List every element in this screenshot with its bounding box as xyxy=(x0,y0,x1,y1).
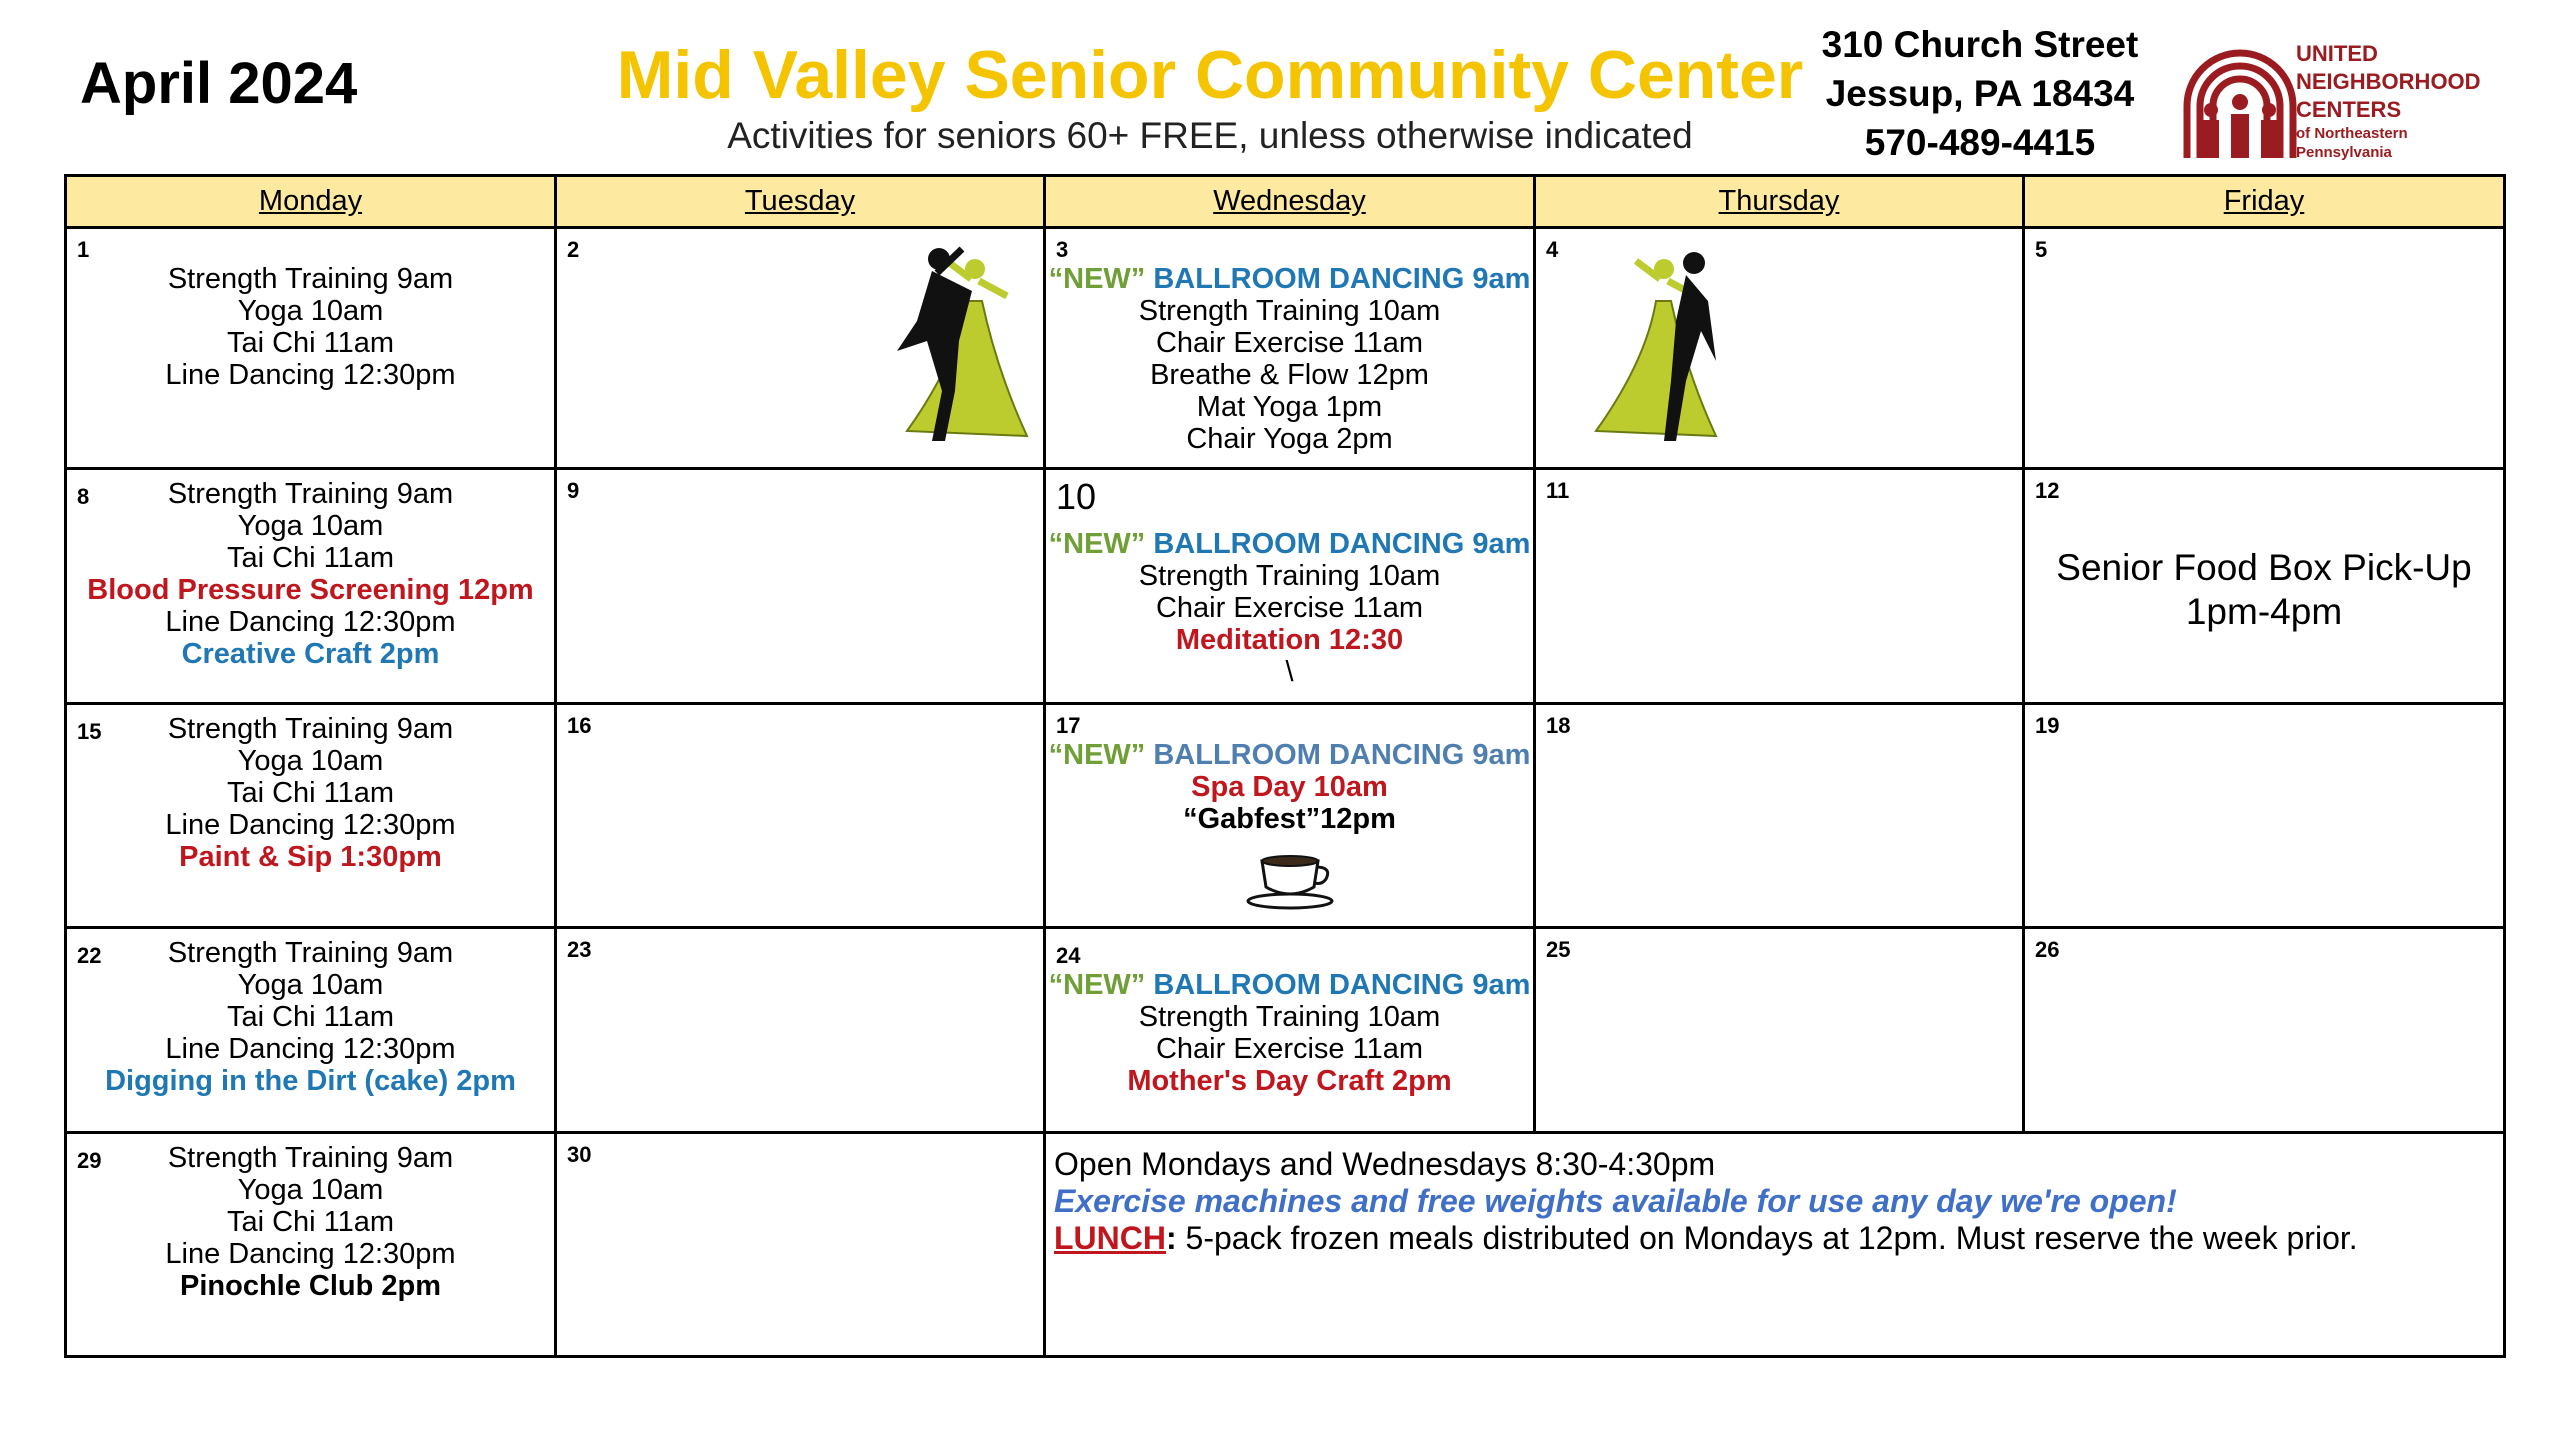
logo-line-centers: CENTERS xyxy=(2296,97,2402,122)
ballroom-dancers-icon xyxy=(1576,241,1726,451)
new-tag: “NEW” xyxy=(1048,263,1146,295)
day-number: 24 xyxy=(1056,943,1081,968)
logo-line-region2: Pennsylvania xyxy=(2296,144,2392,161)
food-box-time: 1pm-4pm xyxy=(2185,591,2343,632)
activity: Tai Chi 11am xyxy=(226,777,395,809)
day-number: 2 xyxy=(567,237,580,262)
coffee-cup-icon xyxy=(1244,849,1336,911)
day-number: 25 xyxy=(1546,937,1571,962)
day-number: 15 xyxy=(77,719,102,744)
day-number: 9 xyxy=(567,478,580,503)
day-number: 12 xyxy=(2035,478,2060,503)
activity-highlight: Digging in the Dirt (cake) 2pm xyxy=(105,1065,516,1097)
day-cell-16 xyxy=(557,705,1046,929)
day-cell-24 xyxy=(1046,929,1536,1134)
day-cell-9 xyxy=(557,470,1046,705)
activity: “Gabfest”12pm xyxy=(1183,803,1396,835)
day-number: 22 xyxy=(77,943,102,968)
activity-highlight: Mother's Day Craft 2pm xyxy=(1127,1065,1452,1097)
activity: Yoga 10am xyxy=(237,295,384,327)
day-cell-5 xyxy=(2025,229,2503,470)
new-tag: “NEW” xyxy=(1048,528,1146,560)
day-number: 5 xyxy=(2035,237,2048,262)
ballroom-label: BALLROOM DANCING 9am xyxy=(1153,739,1531,771)
activity: Strength Training 9am xyxy=(167,713,454,745)
activity: Mat Yoga 1pm xyxy=(1196,391,1383,423)
day-number: 4 xyxy=(1546,237,1559,262)
day-cell-11 xyxy=(1536,470,2025,705)
activity: Line Dancing 12:30pm xyxy=(165,606,456,638)
activity: Strength Training 10am xyxy=(1138,560,1441,592)
day-cell-17 xyxy=(1046,705,1536,929)
day-number: 1 xyxy=(77,237,90,262)
day-cell-3 xyxy=(1046,229,1536,470)
day-number: 10 xyxy=(1056,476,1097,517)
day-number: 18 xyxy=(1546,713,1571,738)
hours-text: Open Mondays and Wednesdays 8:30-4:30pm xyxy=(1054,1146,1716,1182)
logo-line-united: UNITED xyxy=(2296,41,2378,66)
day-cell-18 xyxy=(1536,705,2025,929)
day-cell-2 xyxy=(557,229,1046,470)
activity: Line Dancing 12:30pm xyxy=(165,1033,456,1065)
day-number: 11 xyxy=(1546,478,1570,503)
logo-text xyxy=(2296,40,2481,162)
activity: Tai Chi 11am xyxy=(226,327,395,359)
day-number: 29 xyxy=(77,1148,102,1173)
day-number: 23 xyxy=(567,937,592,962)
activity: Strength Training 10am xyxy=(1138,295,1441,327)
activity: Yoga 10am xyxy=(237,745,384,777)
header-friday-label: Friday xyxy=(2223,185,2305,217)
page-subtitle: Activities for seniors 60+ FREE, unless otherwise indicated xyxy=(727,115,1693,156)
address-block xyxy=(1800,20,2160,167)
activity: Strength Training 9am xyxy=(167,1142,454,1174)
ballroom-dancing-new xyxy=(1046,263,1533,295)
activity: Chair Exercise 11am xyxy=(1155,592,1423,624)
header-thursday xyxy=(1536,177,2025,229)
activity-highlight: Paint & Sip 1:30pm xyxy=(179,841,442,873)
activity: Chair Exercise 11am xyxy=(1155,327,1423,359)
activity-highlight: Creative Craft 2pm xyxy=(181,638,440,670)
header-wednesday-label: Wednesday xyxy=(1213,185,1366,217)
activity: Chair Exercise 11am xyxy=(1155,1033,1423,1065)
day-cell-22 xyxy=(67,929,557,1134)
day-cell-4 xyxy=(1536,229,2025,470)
day-cell-1 xyxy=(67,229,557,470)
activity: Strength Training 9am xyxy=(167,263,454,295)
ballroom-label: BALLROOM DANCING 9am xyxy=(1153,263,1531,295)
day-number: 8 xyxy=(77,484,90,509)
activity: Line Dancing 12:30pm xyxy=(165,359,456,391)
lunch-colon: : xyxy=(1165,1220,1177,1256)
activity: Yoga 10am xyxy=(237,1174,384,1206)
new-tag: “NEW” xyxy=(1048,739,1146,771)
activity: \ xyxy=(1285,656,1294,688)
activity: Yoga 10am xyxy=(237,969,384,1001)
ballroom-label: BALLROOM DANCING 9am xyxy=(1153,969,1531,1001)
new-tag: “NEW” xyxy=(1048,969,1146,1001)
activity: Tai Chi 11am xyxy=(226,1001,395,1033)
address-phone: 570-489-4415 xyxy=(1864,122,2096,163)
activity: Strength Training 9am xyxy=(167,478,454,510)
activity-highlight: Spa Day 10am xyxy=(1191,771,1388,803)
activity: Chair Yoga 2pm xyxy=(1186,423,1393,455)
day-cell-15 xyxy=(67,705,557,929)
day-cell-10 xyxy=(1046,470,1536,705)
day-cell-19 xyxy=(2025,705,2503,929)
logo-line-neighborhood: NEIGHBORHOOD xyxy=(2296,69,2481,94)
food-box-label: Senior Food Box Pick-Up xyxy=(2056,547,2472,588)
ballroom-dancers-icon xyxy=(887,241,1037,451)
lunch-text: 5-pack frozen meals distributed on Mondays at 12pm. Must reserve the week prior. xyxy=(1176,1220,2358,1256)
header-tuesday-label: Tuesday xyxy=(744,185,856,217)
activity: Yoga 10am xyxy=(237,510,384,542)
lunch-label: LUNCH xyxy=(1054,1220,1166,1256)
day-cell-26 xyxy=(2025,929,2503,1134)
ballroom-dancing-new xyxy=(1046,969,1533,1001)
header-monday-label: Monday xyxy=(258,185,363,217)
ballroom-label: BALLROOM DANCING 9am xyxy=(1153,528,1531,560)
day-cell-30 xyxy=(557,1134,1046,1355)
activity: Pinochle Club 2pm xyxy=(179,1270,442,1302)
header-friday xyxy=(2025,177,2503,229)
header-tuesday xyxy=(557,177,1046,229)
ballroom-dancing-new xyxy=(1046,739,1533,771)
day-cell-12 xyxy=(2025,470,2503,705)
calendar-grid xyxy=(64,174,2506,1358)
activity: Line Dancing 12:30pm xyxy=(165,1238,456,1270)
activity: Breathe & Flow 12pm xyxy=(1150,359,1429,391)
day-number: 17 xyxy=(1056,713,1081,738)
day-number: 26 xyxy=(2035,937,2060,962)
day-number: 3 xyxy=(1056,237,1069,262)
day-number: 19 xyxy=(2035,713,2060,738)
header-wednesday xyxy=(1046,177,1536,229)
month-label: April 2024 xyxy=(80,51,358,116)
activity: Line Dancing 12:30pm xyxy=(165,809,456,841)
activity: Strength Training 10am xyxy=(1138,1001,1441,1033)
info-panel xyxy=(1046,1134,2503,1355)
header-thursday-label: Thursday xyxy=(1718,185,1840,217)
activity-highlight: Meditation 12:30 xyxy=(1175,624,1404,656)
page-title: Mid Valley Senior Community Center xyxy=(616,37,1804,113)
day-cell-29 xyxy=(67,1134,557,1355)
activity: Strength Training 9am xyxy=(167,937,454,969)
address-street: 310 Church Street xyxy=(1821,24,2139,65)
lunch-note xyxy=(1054,1220,2358,1257)
day-number: 16 xyxy=(567,713,592,738)
day-cell-8 xyxy=(67,470,557,705)
logo-line-region1: of Northeastern xyxy=(2296,125,2408,142)
activity: Tai Chi 11am xyxy=(226,542,395,574)
exercise-note: Exercise machines and free weights available for use any day we're open! xyxy=(1054,1183,2177,1219)
day-cell-23 xyxy=(557,929,1046,1134)
ballroom-dancing-new xyxy=(1046,528,1533,560)
day-cell-25 xyxy=(1536,929,2025,1134)
header-monday xyxy=(67,177,557,229)
day-number: 30 xyxy=(567,1142,592,1167)
activity: Tai Chi 11am xyxy=(226,1206,395,1238)
activity-highlight: Blood Pressure Screening 12pm xyxy=(87,574,534,606)
address-city: Jessup, PA 18434 xyxy=(1825,73,2135,114)
